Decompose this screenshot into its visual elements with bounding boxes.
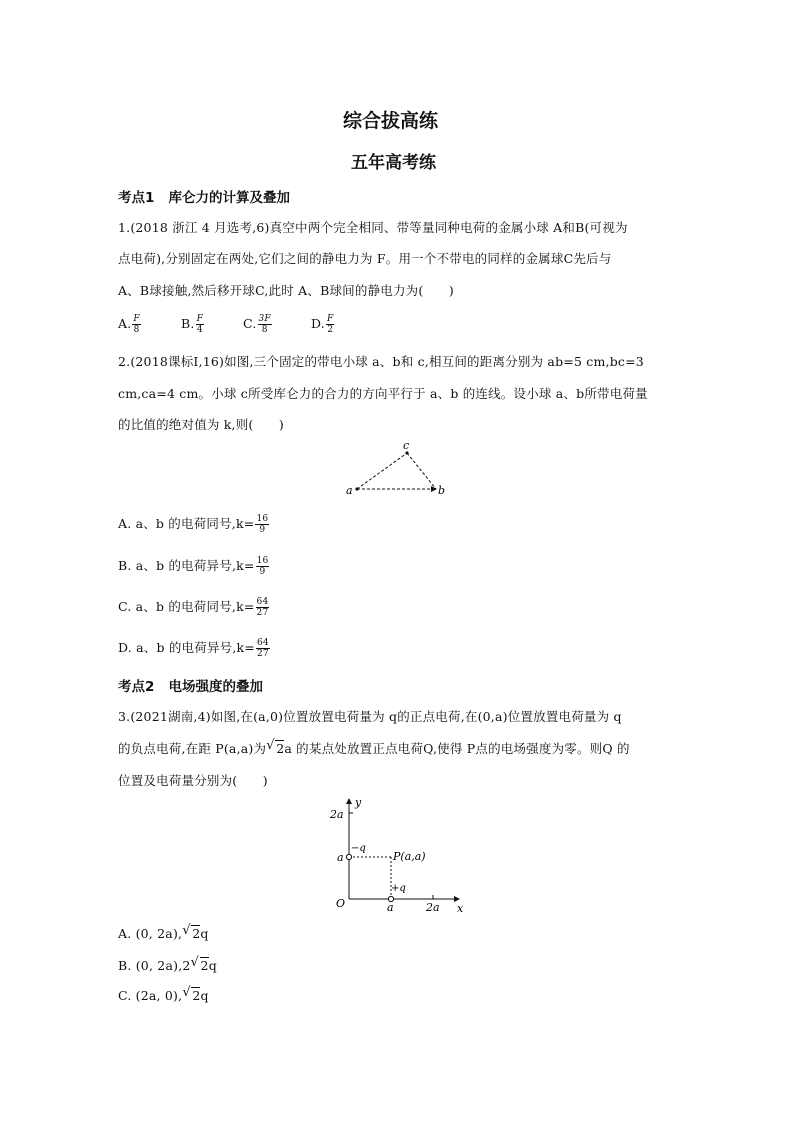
label-c: c xyxy=(403,439,410,452)
option-text: C. a、b 的电荷同号,k= xyxy=(118,599,255,614)
fraction-denominator: 8 xyxy=(133,325,140,335)
q3-option-a[interactable] xyxy=(118,923,209,941)
label-a: a xyxy=(346,484,353,497)
fraction xyxy=(256,638,270,659)
x-tick-2a: 2a xyxy=(426,901,440,914)
fraction xyxy=(256,556,270,577)
negative-charge xyxy=(346,854,351,859)
fraction-numerator: F xyxy=(133,314,140,324)
option-text: B. a、b 的电荷异号,k= xyxy=(118,558,255,573)
sqrt-expression: √ 2 xyxy=(190,955,209,973)
fraction-numerator: 16 xyxy=(256,514,269,524)
q3-line2-part-b: a 的某点处放置正点电荷Q,使得 P点的电场强度为零。则Q 的 xyxy=(284,741,630,756)
q2-option-c[interactable] xyxy=(118,597,269,618)
triangle-figure xyxy=(340,438,460,500)
fraction-numerator: F xyxy=(326,314,334,324)
question-1-line-2: 点电荷),分别固定在两处,它们之间的静电力为 F。用一个不带电的同样的金属球C先后与 xyxy=(118,251,612,266)
fraction-denominator: 9 xyxy=(259,525,266,535)
pos-q-label: +q xyxy=(391,883,406,894)
radicand: 2 xyxy=(192,926,201,941)
q2-option-a[interactable] xyxy=(118,514,269,535)
fraction-denominator: 27 xyxy=(256,649,269,659)
fraction-numerator: F xyxy=(196,314,204,324)
fraction-denominator: 2 xyxy=(327,325,334,335)
point-a xyxy=(355,487,358,490)
q3-line2-part-a: 的负点电荷,在距 P(a,a)为 xyxy=(118,741,267,756)
question-1-line-3: A、B球接触,然后移开球C,此时 A、B球间的静电力为( ) xyxy=(118,283,454,298)
option-text: C. (2a, 0), xyxy=(118,988,183,1003)
option-text: A. a、b 的电荷同号,k= xyxy=(118,516,255,531)
fraction xyxy=(326,314,334,335)
section-label: 考点2 xyxy=(118,679,155,695)
fraction-denominator: 4 xyxy=(196,325,203,335)
label-b: b xyxy=(438,484,446,497)
coordinate-figure xyxy=(325,793,470,918)
q1-option-c[interactable] xyxy=(243,314,272,335)
option-letter: C. xyxy=(243,316,257,331)
radicand: 2 xyxy=(192,988,201,1003)
question-3-line-2 xyxy=(118,739,630,757)
option-text: A. (0, 2a), xyxy=(118,926,183,941)
section-label: 考点1 xyxy=(118,190,155,206)
radicand: 2 xyxy=(200,958,209,973)
option-suffix: q xyxy=(200,988,209,1003)
option-letter: B. xyxy=(181,316,195,331)
section-heading-2 xyxy=(118,675,263,695)
question-3-line-3: 位置及电荷量分别为( ) xyxy=(118,773,268,788)
q2-option-b[interactable] xyxy=(118,556,269,577)
page-title: 综合拔高练 xyxy=(343,110,439,132)
fraction-denominator: 8 xyxy=(261,325,268,335)
fraction-denominator: 9 xyxy=(259,567,266,577)
origin-label: O xyxy=(336,897,346,910)
radicand: 2 xyxy=(276,741,285,756)
option-text: D. a、b 的电荷异号,k= xyxy=(118,640,255,655)
y-axis-label: y xyxy=(355,796,362,809)
fraction-numerator: 3F xyxy=(258,314,271,324)
neg-q-label: −q xyxy=(351,843,366,854)
option-letter: D. xyxy=(311,316,325,331)
q1-option-b[interactable] xyxy=(181,314,204,335)
fraction xyxy=(256,597,270,618)
q3-option-c[interactable] xyxy=(118,985,209,1003)
section-heading-1 xyxy=(118,186,290,206)
question-2-line-3: 的比值的绝对值为 k,则( ) xyxy=(118,417,284,432)
x-tick-a: a xyxy=(387,901,394,914)
fraction-denominator: 27 xyxy=(256,608,269,618)
q1-option-d[interactable] xyxy=(311,314,334,335)
coefficient: 2 xyxy=(182,958,191,973)
sqrt-expression: √ 2 xyxy=(182,985,201,1003)
fraction xyxy=(258,314,272,335)
fraction-numerator: 16 xyxy=(256,556,269,566)
section-name: 电场强度的叠加 xyxy=(168,679,264,695)
q2-option-d[interactable] xyxy=(118,638,270,659)
sqrt-expression: √ 2 xyxy=(266,738,285,756)
fraction xyxy=(255,514,269,535)
q1-option-a[interactable] xyxy=(118,314,141,335)
fraction-numerator: 64 xyxy=(256,597,269,607)
question-3-line-1: 3.(2021湖南,4)如图,在(a,0)位置放置电荷量为 q的正点电荷,在(0,a)位置放置电荷量为 q xyxy=(118,709,622,724)
y-tick-a: a xyxy=(337,851,344,864)
question-2-line-1: 2.(2018课标Ⅰ,16)如图,三个固定的带电小球 a、b和 c,相互间的距离分别为 ab=5 cm,bc=3 xyxy=(118,354,644,369)
fraction xyxy=(196,314,204,335)
fraction xyxy=(132,314,140,335)
question-1-line-1: 1.(2018 浙江 4 月选考,6)真空中两个完全相同、带等量同种电荷的金属小球 A和B(可视为 xyxy=(118,220,628,235)
q3-option-b[interactable] xyxy=(118,955,217,973)
sqrt-expression: √ 2 xyxy=(182,923,201,941)
page-subtitle: 五年高考练 xyxy=(351,153,436,173)
edge-ca xyxy=(357,453,407,489)
question-2-line-2: cm,ca=4 cm。小球 c所受库仑力的合力的方向平行于 a、b 的连线。设小球 a、b所带电荷量 xyxy=(118,386,648,401)
y-tick-2a: 2a xyxy=(330,808,344,821)
edge-cb xyxy=(407,453,436,489)
point-p-label: P(a,a) xyxy=(393,850,426,863)
option-suffix: q xyxy=(208,958,217,973)
option-text: B. (0, 2a), xyxy=(118,958,183,973)
option-suffix: q xyxy=(200,926,209,941)
x-axis-label: x xyxy=(457,902,464,915)
fraction-numerator: 64 xyxy=(256,638,269,648)
option-letter: A. xyxy=(118,316,132,331)
section-name: 库仑力的计算及叠加 xyxy=(168,190,291,206)
